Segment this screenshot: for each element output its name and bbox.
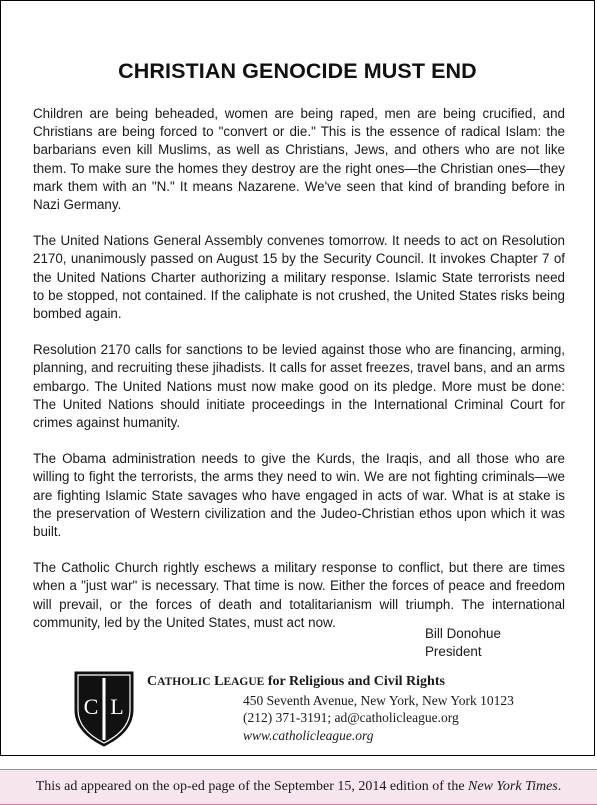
signer-name: Bill Donohue — [425, 626, 501, 641]
paragraph: The Obama administration needs to give the Kurds, the Iraqis, and all those who are willing to fight the terrorists, the arms they need to win. We are not fighting criminals—we are fighting Islamic State savages who have engaged in acts of war. What is at stake is the preservation of Western civilization and the Judeo-Christian ethos upon which it was built. — [33, 451, 565, 540]
logo-letter-l: L — [110, 694, 124, 719]
paragraph: Children are being beheaded, women are being raped, men are being crucified, and Christians are being forced to "convert or die." This is the essence of radical Islam: the barbarians even kill Muslims, as well as Christians, Jews, and others who are not like them. To make sure the homes they destroy are the right ones—the Christian ones—they mark them with an "N." It means Nazarene. We've seen that kind of branding before in Nazi Germany. — [33, 106, 565, 213]
signature — [425, 625, 501, 661]
organization-website: www.catholicleague.org — [243, 727, 374, 743]
organization-address: 450 Seventh Avenue, New York, New York 10123 — [243, 692, 514, 708]
publication-footer — [0, 769, 597, 805]
organization-contact: (212) 371-3191; ad@catholicleague.org — [243, 710, 459, 725]
organization-info — [147, 673, 547, 744]
paragraph: Resolution 2170 calls for sanctions to be levied against those who are financing, arming, planning, and recruiting these jihadists. It calls for asset freezes, travel bans, and an arms embargo. The United Nations must now make good on its pledge. More must be done: The United Nations should initiate proceedings in the International Criminal Court for crimes against humanity. — [33, 342, 565, 431]
publication-name: New York Times — [468, 779, 558, 794]
footer-text: This ad appeared on the op-ed page of the September 15, 2014 edition of the New York Times. — [35, 779, 562, 794]
paragraph: The Catholic Church rightly eschews a military response to conflict, but there are times when a "just war" is necessary. That time is now. Either the forces of peace and freedom will prevail, or the forces of death and totalitarianism will triumph. The international community, led by the United States, must act now. — [33, 560, 565, 630]
signer-title: President — [425, 644, 482, 659]
ad-body — [33, 105, 565, 650]
headline: CHRISTIAN GENOCIDE MUST END — [118, 59, 477, 83]
organization-name: CATHOLIC LEAGUE for Religious and Civil Rights — [147, 674, 445, 689]
logo-letter-c: C — [83, 694, 99, 719]
catholic-league-shield-logo-icon — [71, 666, 137, 748]
paragraph: The United Nations General Assembly convenes tomorrow. It needs to act on Resolution 2170, unanimously passed on August 15 by the Security Council. It invokes Chapter 7 of the United Nations Charter authorizing a military response. Islamic State terrorists need to be stopped, not contained. If the caliphate is not crushed, the United States risks being bombed again. — [33, 233, 565, 322]
